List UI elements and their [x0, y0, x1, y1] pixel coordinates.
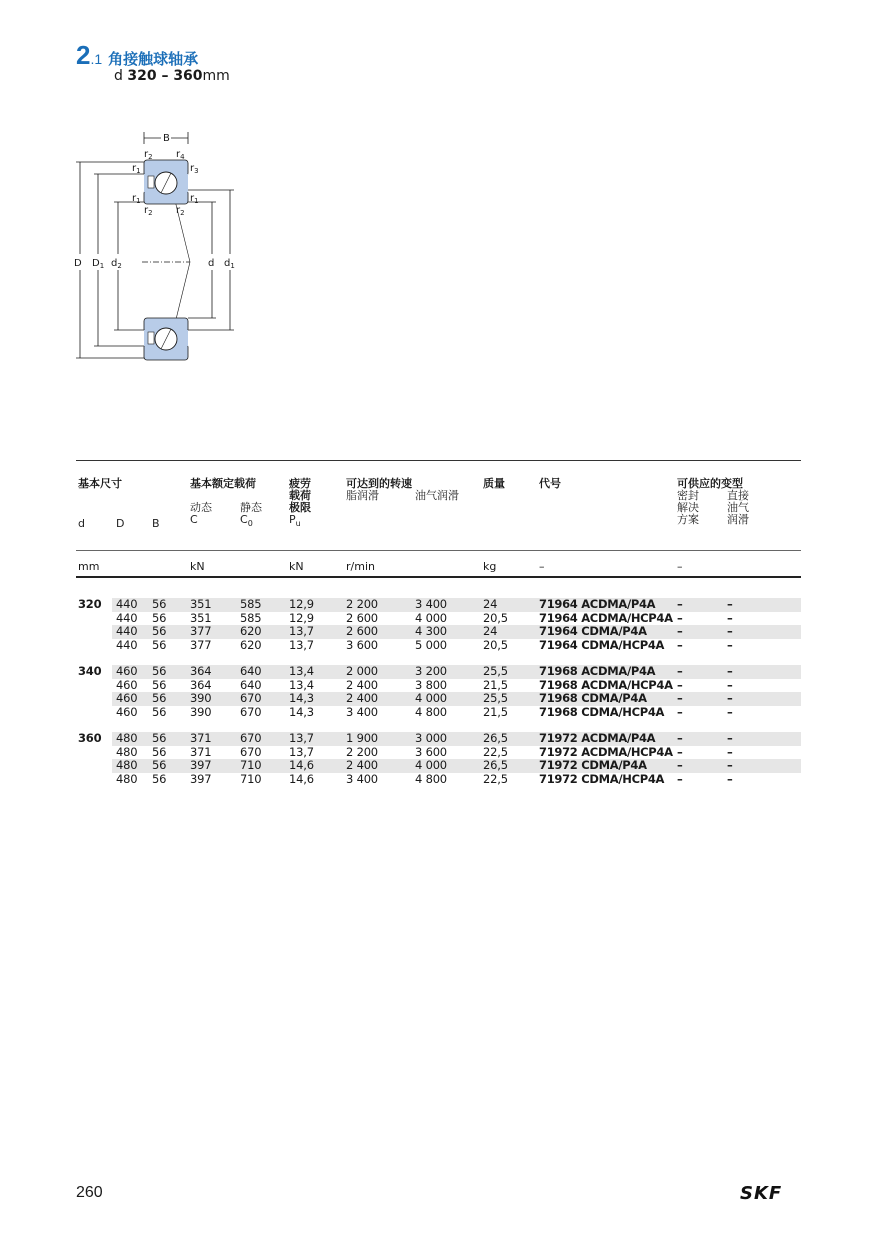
cell-grease: 2 600	[346, 624, 378, 638]
cell-D: 440	[116, 597, 138, 611]
cell-code: 71972 CDMA/HCP4A	[539, 771, 665, 786]
cell-oil: 3 000	[415, 731, 447, 745]
cell-Pu: 14,6	[289, 758, 314, 772]
cell-grease: 3 400	[346, 771, 378, 786]
label-r4: $r_4$	[176, 149, 185, 161]
cell-oil: 4 800	[415, 704, 447, 719]
cell-Pu: 13,7	[289, 624, 314, 638]
cell-Pu: 12,9	[289, 610, 314, 625]
unit-kN-fatigue: kN	[289, 560, 304, 573]
header-col-C0: $C_0$	[240, 513, 253, 529]
cell-v2: –	[727, 731, 733, 745]
units-rule	[76, 576, 801, 578]
cell-D: 440	[116, 637, 138, 652]
cell-code: 71968 ACDMA/HCP4A	[539, 677, 673, 692]
cell-oil: 3 200	[415, 664, 447, 678]
cell-C: 371	[190, 731, 212, 745]
header-direct-3: 润滑	[727, 513, 749, 526]
cell-code: 71972 ACDMA/P4A	[539, 731, 656, 745]
cell-mass: 21,5	[483, 704, 508, 719]
header-col-Pu: $P_u$	[289, 513, 301, 529]
cell-v1: –	[677, 691, 683, 705]
cell-oil: 3 600	[415, 744, 447, 759]
cell-v1: –	[677, 677, 683, 692]
cell-C: 364	[190, 664, 212, 678]
cell-v2: –	[727, 677, 733, 692]
cell-D: 480	[116, 731, 138, 745]
cell-v2: –	[727, 691, 733, 705]
header-col-C: C	[190, 513, 198, 526]
cell-D: 460	[116, 664, 138, 678]
header-sealed-3: 方案	[677, 513, 699, 526]
cell-D: 460	[116, 691, 138, 705]
cell-Pu: 13,4	[289, 677, 314, 692]
cell-B: 56	[152, 771, 167, 786]
table-row	[76, 598, 801, 612]
cell-C0: 670	[240, 731, 262, 745]
cell-Pu: 13,7	[289, 637, 314, 652]
cell-mass: 20,5	[483, 610, 508, 625]
cell-mass: 22,5	[483, 744, 508, 759]
cell-B: 56	[152, 744, 167, 759]
cell-Pu: 13,4	[289, 664, 314, 678]
cell-B: 56	[152, 610, 167, 625]
cell-v1: –	[677, 610, 683, 625]
cell-D: 480	[116, 771, 138, 786]
cell-code: 71972 CDMA/P4A	[539, 758, 647, 772]
header-variants: 可供应的变型	[677, 477, 743, 490]
dim-prefix: d	[114, 68, 123, 84]
header-load-ratings: 基本额定载荷	[190, 477, 256, 490]
cell-v1: –	[677, 664, 683, 678]
cell-C0: 670	[240, 691, 262, 705]
cell-D: 460	[116, 677, 138, 692]
cell-Pu: 13,7	[289, 731, 314, 745]
cell-D: 460	[116, 704, 138, 719]
table-row	[76, 625, 801, 639]
cell-C0: 670	[240, 744, 262, 759]
cell-C0: 640	[240, 664, 262, 678]
cell-v1: –	[677, 637, 683, 652]
cell-B: 56	[152, 597, 167, 611]
table-row	[76, 639, 801, 653]
cell-v1: –	[677, 597, 683, 611]
table-row	[76, 746, 801, 760]
cell-v2: –	[727, 758, 733, 772]
cell-v2: –	[727, 610, 733, 625]
cell-C0: 710	[240, 758, 262, 772]
cell-code: 71964 CDMA/HCP4A	[539, 637, 665, 652]
section-number: 2	[76, 40, 91, 70]
cell-mass: 26,5	[483, 731, 508, 745]
table-top-rule	[76, 460, 801, 461]
dim-range: 320 – 360	[127, 68, 203, 84]
cell-C: 351	[190, 610, 212, 625]
cell-oil: 4 000	[415, 758, 447, 772]
table-row	[76, 665, 801, 679]
label-d1: $d_1$	[224, 258, 235, 270]
cell-mass: 24	[483, 597, 498, 611]
header-oil-air: 油气润滑	[415, 489, 459, 502]
cell-C0: 640	[240, 677, 262, 692]
header-static: 静态	[240, 501, 262, 514]
cell-mass: 20,5	[483, 637, 508, 652]
cell-grease: 2 200	[346, 744, 378, 759]
header-sealed-2: 解决	[677, 501, 699, 514]
cell-C: 390	[190, 691, 212, 705]
cell-C0: 585	[240, 610, 262, 625]
cell-oil: 3 800	[415, 677, 447, 692]
header-designation: 代号	[539, 477, 561, 490]
unit-mm: mm	[78, 560, 100, 573]
header-col-B: B	[152, 517, 160, 530]
cell-v2: –	[727, 704, 733, 719]
cell-code: 71964 CDMA/P4A	[539, 624, 647, 638]
cell-d: 360	[78, 731, 102, 745]
cell-code: 71972 ACDMA/HCP4A	[539, 744, 673, 759]
header-main-dims: 基本尺寸	[78, 477, 122, 490]
cell-v2: –	[727, 771, 733, 786]
label-B: B	[163, 133, 170, 144]
cell-grease: 2 400	[346, 758, 378, 772]
cell-oil: 4 000	[415, 691, 447, 705]
cell-mass: 26,5	[483, 758, 508, 772]
cell-B: 56	[152, 758, 167, 772]
dimension-range	[114, 68, 230, 84]
cell-C: 377	[190, 624, 212, 638]
cell-B: 56	[152, 664, 167, 678]
cell-C0: 620	[240, 624, 262, 638]
cell-C: 364	[190, 677, 212, 692]
header-rule	[76, 550, 801, 551]
cell-v2: –	[727, 597, 733, 611]
cell-v2: –	[727, 637, 733, 652]
cell-B: 56	[152, 637, 167, 652]
cell-C: 351	[190, 597, 212, 611]
cell-grease: 2 600	[346, 610, 378, 625]
bearing-cross-section-diagram	[70, 130, 250, 370]
header-fatigue-2: 载荷	[289, 489, 311, 502]
label-r1-right: $r_1$	[190, 193, 199, 205]
cell-code: 71968 ACDMA/P4A	[539, 664, 656, 678]
label-r1-mid: $r_1$	[132, 193, 141, 205]
cell-C0: 585	[240, 597, 262, 611]
cell-mass: 22,5	[483, 771, 508, 786]
cell-oil: 4 000	[415, 610, 447, 625]
header-sealed-1: 密封	[677, 489, 699, 502]
table-row	[76, 773, 801, 787]
cell-C: 397	[190, 771, 212, 786]
table-row	[76, 679, 801, 693]
unit-dash-variants: –	[677, 560, 683, 573]
cell-v1: –	[677, 731, 683, 745]
header-mass: 质量	[483, 477, 505, 490]
header-fatigue-3: 极限	[289, 501, 311, 514]
cell-v1: –	[677, 624, 683, 638]
cell-mass: 24	[483, 624, 498, 638]
cell-B: 56	[152, 624, 167, 638]
table-row	[76, 692, 801, 706]
cell-grease: 2 200	[346, 597, 378, 611]
cell-oil: 4 300	[415, 624, 447, 638]
unit-kg: kg	[483, 560, 497, 573]
cell-v2: –	[727, 744, 733, 759]
cell-Pu: 13,7	[289, 744, 314, 759]
cell-C: 371	[190, 744, 212, 759]
cell-Pu: 14,3	[289, 704, 314, 719]
cell-B: 56	[152, 677, 167, 692]
cell-C: 397	[190, 758, 212, 772]
cell-code: 71968 CDMA/HCP4A	[539, 704, 665, 719]
header-grease: 脂润滑	[346, 489, 379, 502]
cell-d: 320	[78, 597, 102, 611]
cell-v2: –	[727, 664, 733, 678]
table-row	[76, 612, 801, 626]
cell-grease: 3 600	[346, 637, 378, 652]
cell-grease: 2 400	[346, 691, 378, 705]
cell-B: 56	[152, 704, 167, 719]
label-r3: $r_3$	[190, 163, 199, 175]
header-dynamic: 动态	[190, 501, 212, 514]
cell-grease: 1 900	[346, 731, 378, 745]
header-speeds: 可达到的转速	[346, 477, 412, 490]
cell-v2: –	[727, 624, 733, 638]
header-direct-2: 油气	[727, 501, 749, 514]
skf-logo: SKF	[740, 1183, 783, 1204]
label-d: d	[208, 258, 215, 269]
section-subnumber: .1	[90, 51, 103, 67]
cell-Pu: 14,6	[289, 771, 314, 786]
cell-C0: 670	[240, 704, 262, 719]
table-row	[76, 732, 801, 746]
unit-kN-ratings: kN	[190, 560, 205, 573]
cell-D: 480	[116, 758, 138, 772]
cell-grease: 2 400	[346, 677, 378, 692]
section-name: 角接触球轴承	[108, 50, 199, 68]
cell-code: 71964 ACDMA/P4A	[539, 597, 656, 611]
header-direct-1: 直接	[727, 489, 749, 502]
unit-rpm: r/min	[346, 560, 375, 573]
header-col-d: d	[78, 517, 85, 530]
cell-v1: –	[677, 758, 683, 772]
cell-d: 340	[78, 664, 102, 678]
cell-C0: 710	[240, 771, 262, 786]
cell-Pu: 12,9	[289, 597, 314, 611]
dim-unit: mm	[202, 68, 230, 84]
label-r2-top: $r_2$	[144, 149, 153, 161]
label-d2: $d_2$	[111, 258, 122, 270]
cell-mass: 25,5	[483, 691, 508, 705]
label-r2-mid: $r_2$	[144, 205, 153, 217]
cell-B: 56	[152, 731, 167, 745]
cell-code: 71968 CDMA/P4A	[539, 691, 647, 705]
cell-B: 56	[152, 691, 167, 705]
label-D: D	[74, 258, 82, 269]
section-title	[76, 40, 198, 70]
cell-code: 71964 ACDMA/HCP4A	[539, 610, 673, 625]
cell-oil: 4 800	[415, 771, 447, 786]
cell-D: 440	[116, 610, 138, 625]
cell-v1: –	[677, 744, 683, 759]
cell-mass: 21,5	[483, 677, 508, 692]
cell-grease: 3 400	[346, 704, 378, 719]
table-row	[76, 706, 801, 720]
cell-oil: 5 000	[415, 637, 447, 652]
label-D1: $D_1$	[92, 258, 105, 270]
cell-D: 480	[116, 744, 138, 759]
cell-oil: 3 400	[415, 597, 447, 611]
cell-C: 377	[190, 637, 212, 652]
header-fatigue-1: 疲劳	[289, 477, 311, 490]
cell-mass: 25,5	[483, 664, 508, 678]
unit-dash-designation: –	[539, 560, 545, 573]
label-r2-right: $r_2$	[176, 205, 185, 217]
cell-grease: 2 000	[346, 664, 378, 678]
cell-D: 440	[116, 624, 138, 638]
cell-v1: –	[677, 704, 683, 719]
cell-v1: –	[677, 771, 683, 786]
header-col-D: D	[116, 517, 125, 530]
table-row	[76, 759, 801, 773]
cell-C: 390	[190, 704, 212, 719]
label-r1-top: $r_1$	[132, 163, 141, 175]
page-number: 260	[76, 1184, 103, 1201]
cell-C0: 620	[240, 637, 262, 652]
cell-Pu: 14,3	[289, 691, 314, 705]
